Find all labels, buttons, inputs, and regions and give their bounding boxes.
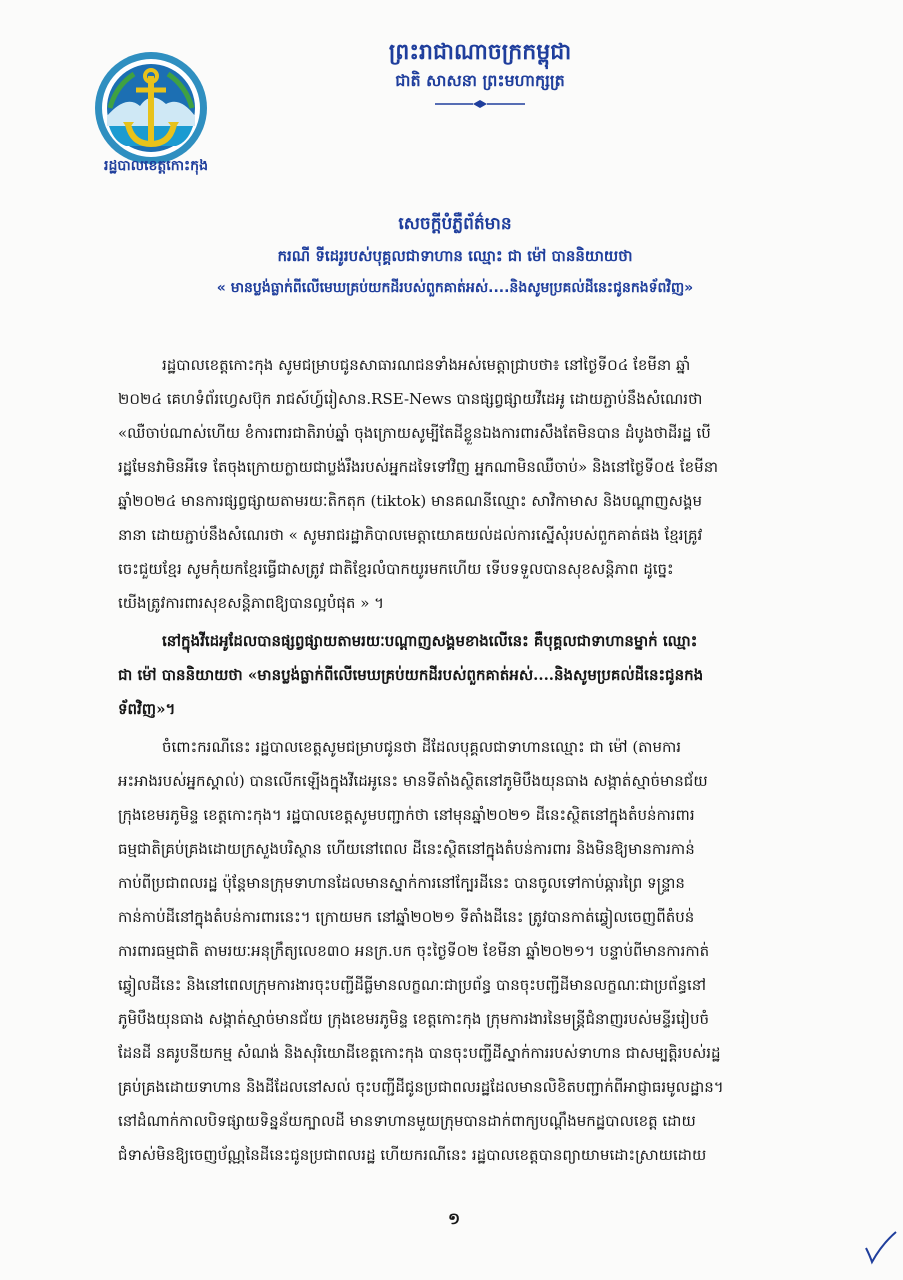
text-line: យើងត្រូវការពារសុខសន្តិភាពឱ្យបានល្អបំផុត » ។ [118,594,385,612]
text-line: «ឈឺចាប់ណាស់ហើយ ខំការពារជាតិរាប់ឆ្នាំ ចុងក្រោយសូម្បីតែដីខ្លួនឯងការពារសឹងតែមិនបាន ដំបូងថាដីរដ្ឋ បើ [118,424,711,442]
text-line: ក្រុងខេមរភូមិន្ទ ខេត្តកោះកុង។ រដ្ឋបាលខេត្តសូមបញ្ជាក់ថា នៅមុនឆ្នាំ២០២១ ដីនេះស្ថិតនៅក្នុងតំបន់ការពារ [118,806,695,824]
text-line: នៅក្នុងវីដេអូដែលបានផ្សព្វផ្សាយតាមរយៈបណ្តាញសង្គមខាងលើនេះ គឺបុគ្គលជាទាហានម្នាក់ ឈ្មោះ [162,632,698,650]
text-line: ធម្មជាតិគ្រប់គ្រងដោយក្រសួងបរិស្ថាន ហើយនៅពេល ដីនេះស្ថិតនៅក្នុងតំបន់ការពារ និងមិនឱ្យមានការកាន់ [118,840,695,858]
ornament-divider [435,99,525,109]
document-body [118,348,848,1172]
text-line: ឆ្វៀលដីនេះ និងនៅពេលក្រុមការងារចុះបញ្ជីដីធ្លីមានលក្ខណៈជាប្រព័ន្ធ បានចុះបញ្ជីដីមានលក្ខណៈជាប្រព័ន្ធនៅ [118,976,707,994]
text-line: អះអាងរបស់អ្នកស្គាល់) បានលើកឡើងក្នុងវីដេអូនេះ មានទីតាំងស្ថិតនៅភូមិបឹងយុនធាង សង្កាត់ស្មាច់មានជ័យ [118,772,708,790]
document-quote: « មានប្លង់ធ្លាក់ពីលើមេឃគ្រប់យកដីរបស់ពួកគាត់អស់....និងសូមប្រគល់ដីនេះជូនកងទ័ពវិញ» [216,280,694,296]
kingdom-header [330,38,630,113]
text-line: ជំទាស់មិនឱ្យចេញប័ណ្ណនៃដីនេះជូនប្រជាពលរដ្ឋ ហើយករណីនេះ រដ្ឋបាលខេត្តបានព្យាយាមដោះស្រាយដោយ [118,1146,707,1164]
page-number: ១ [448,1209,461,1228]
pen-check-mark-icon [862,1226,898,1266]
paragraph [118,730,848,1172]
text-line: ដែនដី នគរូបនីយកម្ម សំណង់ និងសុរិយោដីខេត្តកោះកុង បានចុះបញ្ជីដីស្នាក់ការរបស់ទាហាន ជាសម្បត្តិរបស់រដ្ឋ [118,1044,721,1062]
paragraph [118,624,848,726]
text-line: នៅដំណាក់កាលបិទផ្សាយទិន្នន័យក្បាលដី មានទាហានមួយក្រុមបានដាក់ពាក្យបណ្តឹងមកដ្ឋបាលខេត្ត ដោយ [118,1112,696,1130]
text-line: កាប់ពីប្រជាពលរដ្ឋ ប៉ុន្តែមានក្រុមទាហានដែលមានស្នាក់ការនៅក្បែរដីនេះ បានចូលទៅកាប់ឆ្ការព្រៃ ទន្ទ្រាន [118,874,685,892]
document-title: សេចក្តីបំភ្លឺព័ត៌មាន [398,214,512,234]
logo-caption: រដ្ឋបាលខេត្តកោះកុង [104,158,208,174]
text-line: គ្រប់គ្រងដោយទាហាន និងដីដែលនៅសល់ ចុះបញ្ជីដីជូនប្រជាពលរដ្ឋដែលមានលិខិតបញ្ជាក់ពីអាជ្ញាធរមូលដ្ឋាន។ [118,1078,724,1096]
national-motto: ជាតិ សាសនា ព្រះមហាក្សត្រ [395,71,565,90]
text-line: រដ្ឋមែនវាមិនអីទេ តែចុងក្រោយក្លាយជាប្លង់រឹងរបស់អ្នកដទៃទៅវិញ អ្នកណាមិនឈឺចាប់» និងនៅថ្ងៃទី០៥ ខែមីនា [118,458,718,476]
anchor-emblem-icon [76,46,226,206]
text-line: នានា ដោយភ្ជាប់នឹងសំណេរថា « សូមរាជរដ្ឋាភិបាលមេត្តាយោគយល់ដល់ការស្នើសុំរបស់ពួកគាត់ផង ខ្មែរគ្រូវ [118,526,703,544]
text-line: ភូមិបឹងយុនធាង សង្កាត់ស្មាច់មានជ័យ ក្រុងខេមរភូមិន្ទ ខេត្តកោះកុង ក្រុមការងារនៃមន្ត្រីជំនាញរបស់មន្ទីររៀបចំ [118,1010,710,1028]
text-line: ឆ្នាំ២០២៤ មានការផ្សព្វផ្សាយតាមរយៈតិកតុក (tiktok) មានគណនីឈ្មោះ សាវិកាមាស និងបណ្តាញសង្គម [118,492,702,510]
text-line: ចំពោះករណីនេះ រដ្ឋបាលខេត្តសូមជម្រាបជូនថា ដីដែលបុគ្គលជាទាហានឈ្មោះ ជា ម៉ៅ (តាមការ [162,738,682,756]
document-titles [60,208,850,304]
text-line: រដ្ឋបាលខេត្តកោះកុង សូមជម្រាបជូនសាធារណជនទាំងអស់មេត្តាជ្រាបថា៖ នៅថ្ងៃទី០៤ ខែមីនា ឆ្នាំ [162,356,691,374]
text-line: កាន់កាប់ដីនៅក្នុងតំបន់ការពារនេះ។ ក្រោយមក នៅឆ្នាំ២០២១ ទីតាំងដីនេះ ត្រូវបានកាត់ឆ្វៀលចេញពីតំបន់ [118,908,695,926]
paragraph [118,348,848,620]
text-line: ចេះជួយខ្មែរ សូមកុំយកខ្មែរធ្វើជាសត្រូវ ជាតិខ្មែរលំបាកយូរមកហើយ ទើបទទួលបានសុខសន្តិភាព ដូច្នេះ [118,560,674,578]
text-line: ទ័ពវិញ»។ [118,700,176,718]
text-line: ២០២៤ គេហទំព័រហ្វេសប៊ុក រាជស៍ហ្វ៍រៀសាន.RSE-News បានផ្សព្វផ្សាយវីដេអូ ដោយភ្ជាប់នឹងសំណេរថា [118,390,703,408]
text-line: ការពារធម្មជាតិ តាមរយៈអនុក្រឹត្យលេខ៣០ អនក្រ.បក ចុះថ្ងៃទី០២ ខែមីនា ឆ្នាំ២០២១។ បន្ទាប់ពីមានការកាត់ [118,942,710,960]
document-subject: ករណី ទីដេរូរបស់បុគ្គលជាទាហាន ឈ្មោះ ជា ម៉ៅ បាននិយាយថា [277,247,633,265]
text-line: ជា ម៉ៅ បាននិយាយថា «មានប្លង់ធ្លាក់ពីលើមេឃគ្រប់យកដីរបស់ពួកគាត់អស់....និងសូមប្រគល់ដីនេះជូនកង [118,666,704,684]
kingdom-title: ព្រះរាជាណាចក្រកម្ពុជា [388,40,572,65]
